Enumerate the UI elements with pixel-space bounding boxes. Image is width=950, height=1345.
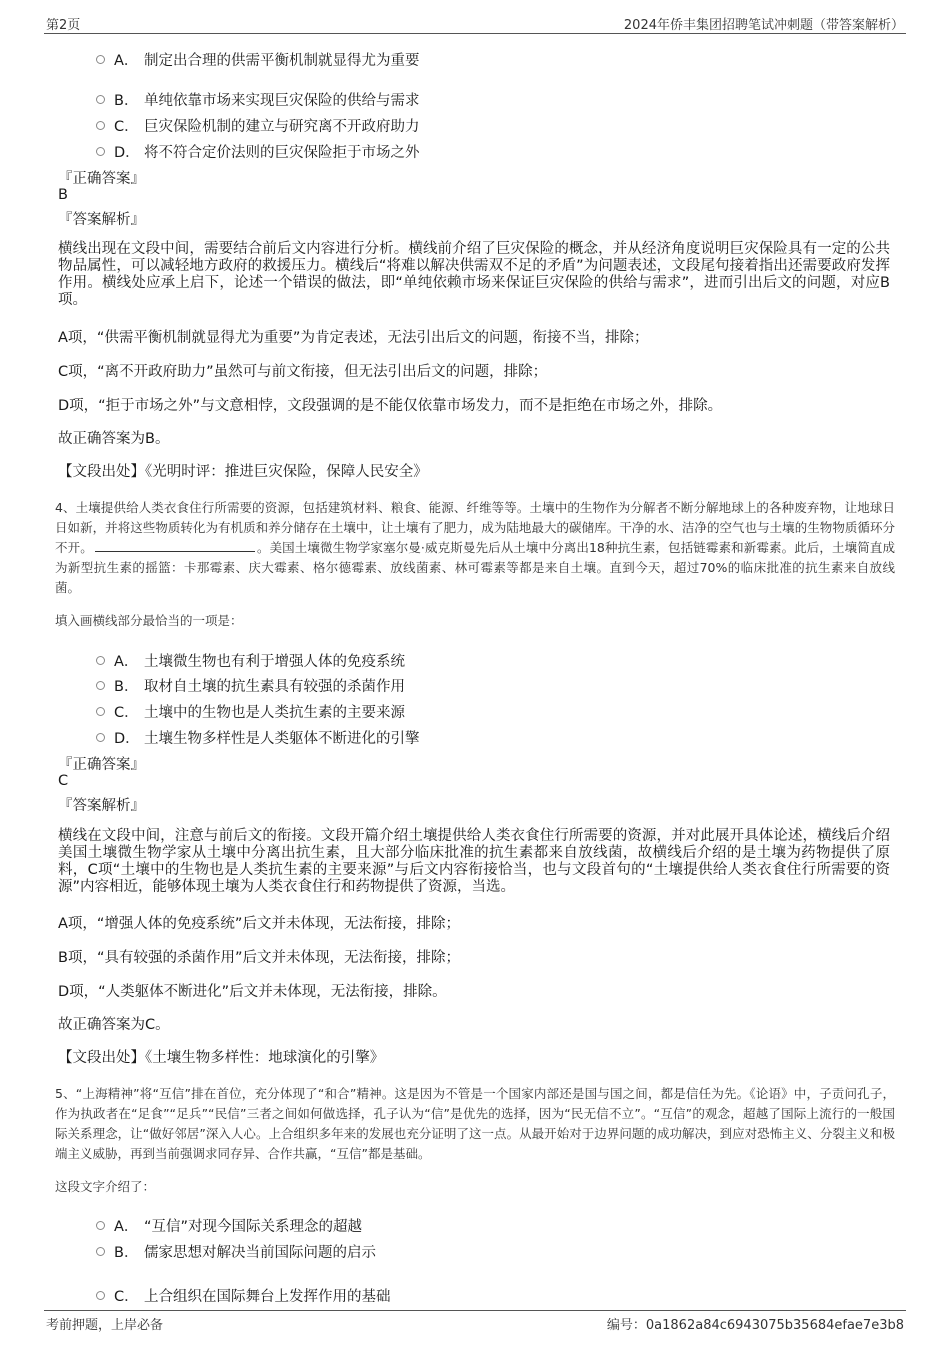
radio-icon[interactable]: [96, 55, 105, 64]
radio-icon[interactable]: [96, 656, 105, 665]
q5-stem: 5、“上海精神”将“互信”排在首位，充分体现了“和合”精神。这是因为不管是一个国家内部还是国与国之间，都是信任为先。《论语》中，子贡问孔子，作为执政者在“足食”“足兵”“民信”三者之间如何做选择，孔子认为“信”是优先的选择，因为“民无信不立”。“互信”的观念，超越了国际上流行的一般国际关系理念，让“做好邻居”深入人心。上合组织多年来的发展也充分证明了这一点。从最开始对于边界问题的成功解决，到应对恐怖主义、分裂主义和极端主义威胁，再到当前强调求同存异、合作共赢，“互信”都是基础。: [55, 1086, 895, 1161]
q3-answer: B: [58, 187, 68, 203]
radio-icon[interactable]: [96, 681, 105, 690]
option-text: “互信”对现今国际关系理念的超越: [144, 1219, 363, 1235]
q4-conclusion: 故正确答案为C。: [58, 1017, 170, 1033]
q4-option-d[interactable]: [96, 727, 420, 748]
radio-icon[interactable]: [96, 121, 105, 130]
q4-prompt: 填入画横线部分最恰当的一项是：: [55, 613, 243, 628]
q4-note-b: B项，“具有较强的杀菌作用”后文并未体现，无法衔接，排除；: [58, 950, 460, 966]
q4-option-c[interactable]: [96, 701, 405, 722]
option-text: 土壤微生物也有利于增强人体的免疫系统: [144, 654, 405, 670]
option-text: 巨灾保险机制的建立与研究离不开政府助力: [144, 119, 420, 135]
q4-answer-label: 『正确答案』: [58, 757, 145, 773]
q3-option-a[interactable]: [96, 49, 420, 70]
option-letter: D．: [114, 145, 140, 161]
footer-slogan: 考前押题，上岸必备: [46, 1318, 164, 1333]
q4-option-b[interactable]: [96, 675, 405, 696]
q4-note-a: A项，“增强人体的免疫系统”后文并未体现，无法衔接，排除；: [58, 916, 460, 932]
option-letter: A．: [114, 1219, 139, 1235]
option-text: 土壤中的生物也是人类抗生素的主要来源: [144, 705, 405, 721]
q3-source: 【文段出处】《光明时评：推进巨灾保险，保障人民安全》: [58, 464, 428, 480]
option-letter: B．: [114, 1245, 139, 1261]
q3-option-d[interactable]: [96, 141, 420, 162]
page-number: 第2页: [46, 18, 81, 33]
q4-analysis: 横线在文段中间，注意与前后文的衔接。文段开篇介绍土壤提供给人类衣食住行所需要的资源，并对此展开具体论述，横线后介绍美国土壤微生物学家从土壤中分离出抗生素，且大部分临床批准的抗生素都来自放线菌，故横线后介绍的是土壤为药物提供了原料，C项“土壤中的生物也是人类抗生素的主要来源”与后文内容衔接恰当，也与文段首句的“土壤提供给人类衣食住行所需要的资源”内容相近，能够体现土壤为人类衣食住行和药物提供了资源，当选。: [58, 828, 890, 895]
radio-icon[interactable]: [96, 707, 105, 716]
footer-code: [607, 1314, 904, 1333]
footer-code-label: 编号：: [606, 1318, 646, 1333]
q3-note-a: A项，“供需平衡机制就显得尤为重要”为肯定表述，无法引出后文的问题，衔接不当，排除；: [58, 330, 649, 346]
q3-answer-label: 『正确答案』: [58, 171, 145, 187]
radio-icon[interactable]: [96, 1291, 105, 1300]
radio-icon[interactable]: [96, 1221, 105, 1230]
q4-note-d: D项，“人类躯体不断进化”后文并未体现，无法衔接，排除。: [58, 984, 447, 1000]
radio-icon[interactable]: [96, 147, 105, 156]
option-letter: A．: [114, 53, 139, 69]
radio-icon[interactable]: [96, 1247, 105, 1256]
q4-source: 【文段出处】《土壤生物多样性：地球演化的引擎》: [58, 1050, 385, 1066]
option-letter: C．: [114, 119, 139, 135]
option-letter: D．: [114, 731, 140, 747]
q4-answer: C: [58, 773, 69, 789]
q4-stem-before: 4、土壤提供给人类衣食住行所需要的资源，包括建筑材料、粮食、能源、纤维等等。土壤中的生物作为分解者不断分解地球上的各种废弃物，让地球日日如新，并将这些物质转化为有机质和养分储存在土壤中，让土壤有了肥力，成为陆地最大的碳储库。干净的水、洁净的空气也与土壤的生物物质循环分不开。: [55, 500, 895, 555]
fill-blank: [95, 539, 255, 552]
q5-option-c[interactable]: [96, 1285, 391, 1306]
q3-conclusion: 故正确答案为B。: [58, 431, 170, 447]
option-text: 将不符合定价法则的巨灾保险拒于市场之外: [144, 145, 420, 161]
radio-icon[interactable]: [96, 733, 105, 742]
option-letter: C．: [114, 1289, 139, 1305]
q4-analysis-label: 『答案解析』: [58, 798, 145, 814]
q3-analysis-label: 『答案解析』: [58, 212, 145, 228]
q3-option-b[interactable]: [96, 89, 420, 110]
q5-prompt: 这段文字介绍了：: [55, 1179, 156, 1194]
q5-option-b[interactable]: [96, 1241, 376, 1262]
option-text: 制定出合理的供需平衡机制就显得尤为重要: [144, 53, 420, 69]
q4-stem: [55, 498, 895, 598]
option-text: 单纯依靠市场来实现巨灾保险的供给与需求: [144, 93, 420, 109]
footer-divider: [44, 1310, 906, 1311]
option-letter: A．: [114, 654, 139, 670]
option-text: 儒家思想对解决当前国际问题的启示: [144, 1245, 376, 1261]
q3-note-d: D项，“拒于市场之外”与文意相悖，文段强调的是不能仅依靠市场发力，而不是拒绝在市场之外，排除。: [58, 398, 723, 414]
q3-option-c[interactable]: [96, 115, 420, 136]
option-letter: C．: [114, 705, 139, 721]
q3-analysis: 横线出现在文段中间，需要结合前后文内容进行分析。横线前介绍了巨灾保险的概念，并从经济角度说明巨灾保险具有一定的公共物品属性，可以减轻地方政府的救援压力。横线后“将难以解决供需双不足的矛盾”为问题表述，文段尾句接着指出还需要政府发挥作用。横线处应承上启下，论述一个错误的做法，即“单纯依赖市场来保证巨灾保险的供给与需求”，进而引出后文的问题，对应B项。: [58, 241, 890, 308]
option-letter: B．: [114, 679, 139, 695]
option-text: 取材自土壤的抗生素具有较强的杀菌作用: [144, 679, 405, 695]
q3-note-c: C项，“离不开政府助力”虽然可与前文衔接，但无法引出后文的问题，排除；: [58, 364, 548, 380]
document-title: 2024年侨丰集团招聘笔试冲刺题（带答案解析）: [623, 18, 904, 33]
radio-icon[interactable]: [96, 95, 105, 104]
q4-stem-after: 。美国土壤微生物学家塞尔曼·威克斯曼先后从土壤中分离出18种抗生素，包括链霉素和新霉素。此后，土壤简直成为新型抗生素的摇篮：卡那霉素、庆大霉素、格尔德霉素、放线菌素、林可霉素等都是来自土壤。直到今天，超过70%的临床批准的抗生素来自放线菌。: [55, 540, 895, 595]
header-divider: [44, 33, 906, 34]
option-text: 土壤生物多样性是人类躯体不断进化的引擎: [144, 731, 420, 747]
q5-option-a[interactable]: [96, 1215, 362, 1236]
footer-code-value: 0a1862a84c6943075b35684efae7e3b8: [645, 1318, 904, 1333]
q4-option-a[interactable]: [96, 650, 405, 671]
option-letter: B．: [114, 93, 139, 109]
option-text: 上合组织在国际舞台上发挥作用的基础: [144, 1289, 391, 1305]
